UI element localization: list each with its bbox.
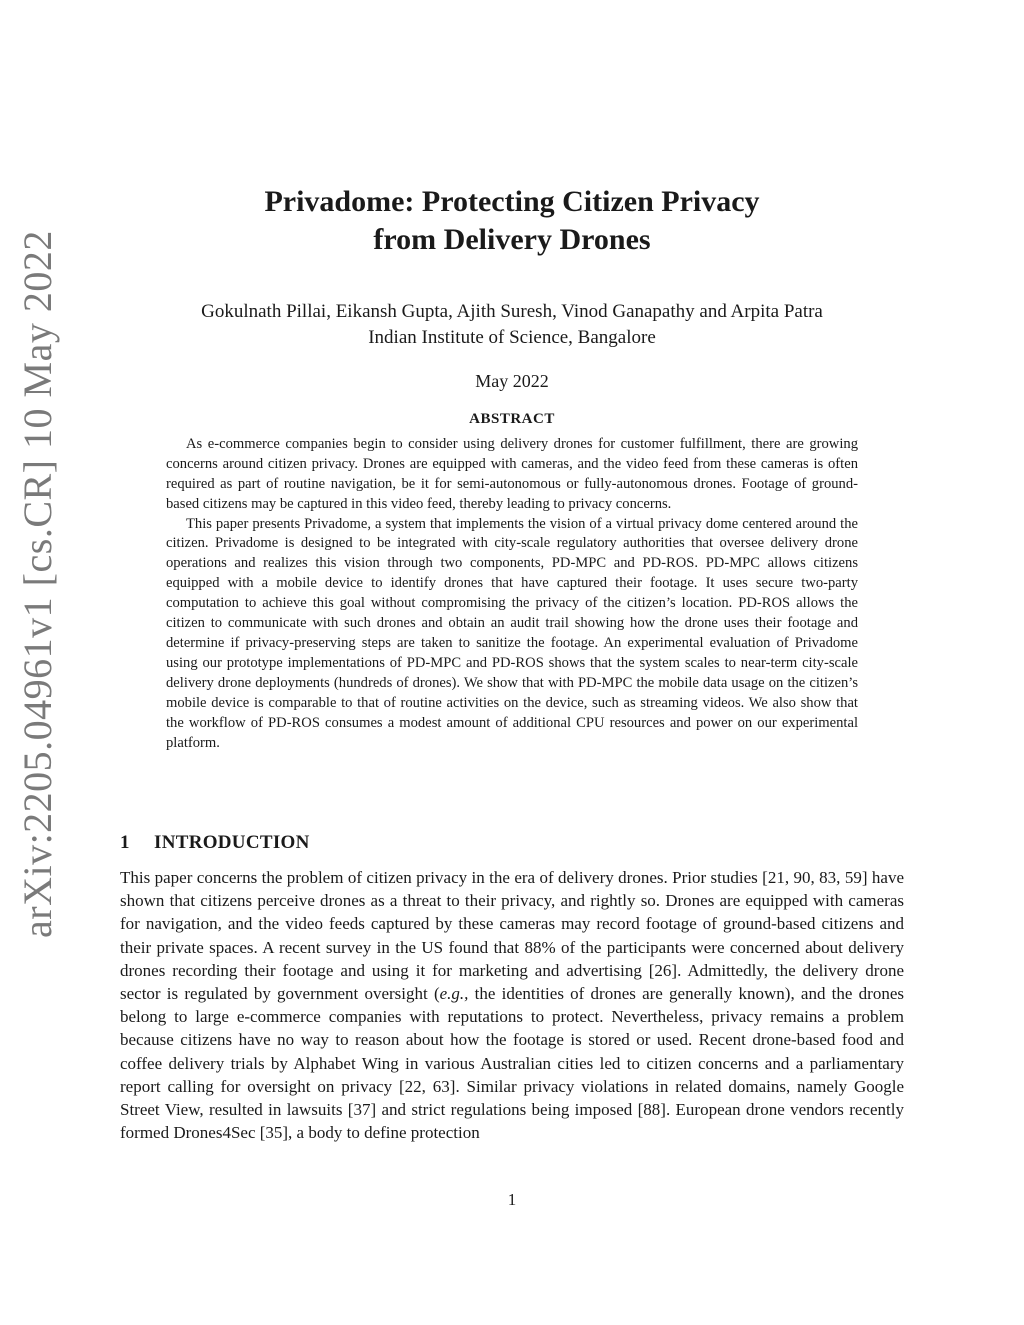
paper-title-line-2: from Delivery Drones: [373, 223, 651, 256]
author-block: [120, 299, 904, 351]
abstract-paragraph-2: This paper presents Privadome, a system that implements the vision of a virtual privacy dome centered around the citizen. Privadome is designed to be integrated with city-scale regulatory authorities that oversee delivery drone operations and realizes this vision through two components, PD-MPC and PD-ROS. PD-MPC allows citizens equipped with a mobile device to identify drones that have captured their footage. It uses secure two-party computation to achieve this goal without compromising the privacy of the citizen’s location. PD-ROS allows the citizen to communicate with such drones and obtain an audit trail showing how the drone uses their footage and determine if privacy-preserving steps are taken to sanitize the footage. An experimental evaluation of Privadome using our prototype implementations of PD-MPC and PD-ROS shows that the system scales to near-term city-scale delivery drone deployments (hundreds of drones). We show that with PD-MPC the mobile data usage on the citizen’s mobile device is comparable to that of routine activities on the device, such as streaming videos. We also show that the workflow of PD-ROS consumes a modest amount of additional CPU resources and power on our experimental platform.: [166, 515, 858, 751]
abstract: [166, 410, 858, 753]
section-number: 1: [120, 832, 130, 853]
introduction-section: [120, 832, 904, 1144]
introduction-text-part-2: the identities of drones are generally known), and the drones belong to large e-commerce companies with reputations to protect. Nevertheless, privacy remains a problem because citizens have no way to reason about how the footage is stored or used. Recent drone-based food and coffee delivery trials by Alphabet Wing in various Australian cities led to citizen concerns and a parliamentary report calling for oversight on privacy [22, 63]. Similar privacy violations in related domains, namely Google Street View, resulted in lawsuits [37] and strict regulations being imposed [88]. European drone vendors recently formed Drones4Sec [35], a body to define protection: [120, 984, 904, 1143]
paper-title-line-1: Privadome: Protecting Citizen Privacy: [264, 185, 760, 218]
abstract-heading: ABSTRACT: [469, 411, 555, 427]
affiliation: Indian Institute of Science, Bangalore: [368, 327, 656, 348]
paper-title: [120, 183, 904, 259]
introduction-paragraph: [120, 866, 904, 1144]
eg-abbreviation: e.g.,: [439, 984, 469, 1004]
arxiv-identifier-stamp: arXiv:2205.04961v1 [cs.CR] 10 May 2022: [15, 230, 60, 938]
author-list: Gokulnath Pillai, Eikansh Gupta, Ajith Suresh, Vinod Ganapathy and Arpita Patra: [201, 301, 823, 322]
title-block: [120, 183, 904, 392]
publication-date: May 2022: [475, 371, 549, 391]
introduction-text-part-1: This paper concerns the problem of citizen privacy in the era of delivery drones. Prior studies [21, 90, 83, 59] have shown that citizens perceive drones as a threat to their privacy, and rightly so. Drones are equipped with cameras for navigation, and the video feeds captured by these cameras may record footage of ground-based citizens and their private spaces. A recent survey in the US found that 88% of the participants were concerned about delivery drones recording their footage and using it for marketing and advertising [26]. Admittedly, the delivery drone sector is regulated by government oversight (: [120, 868, 904, 1004]
page-number: 1: [507, 1190, 517, 1209]
abstract-paragraph-1: As e-commerce companies begin to consider using delivery drones for customer fulfillment, there are growing concerns around citizen privacy. Drones are equipped with cameras, and the video feed from these cameras is often required as part of routine navigation, be it for semi-autonomous or fully-autonomous drones. Footage of ground-based citizens may be captured in this video feed, thereby leading to privacy concerns.: [166, 435, 858, 512]
section-title: INTRODUCTION: [154, 832, 310, 853]
section-heading: [120, 832, 904, 854]
